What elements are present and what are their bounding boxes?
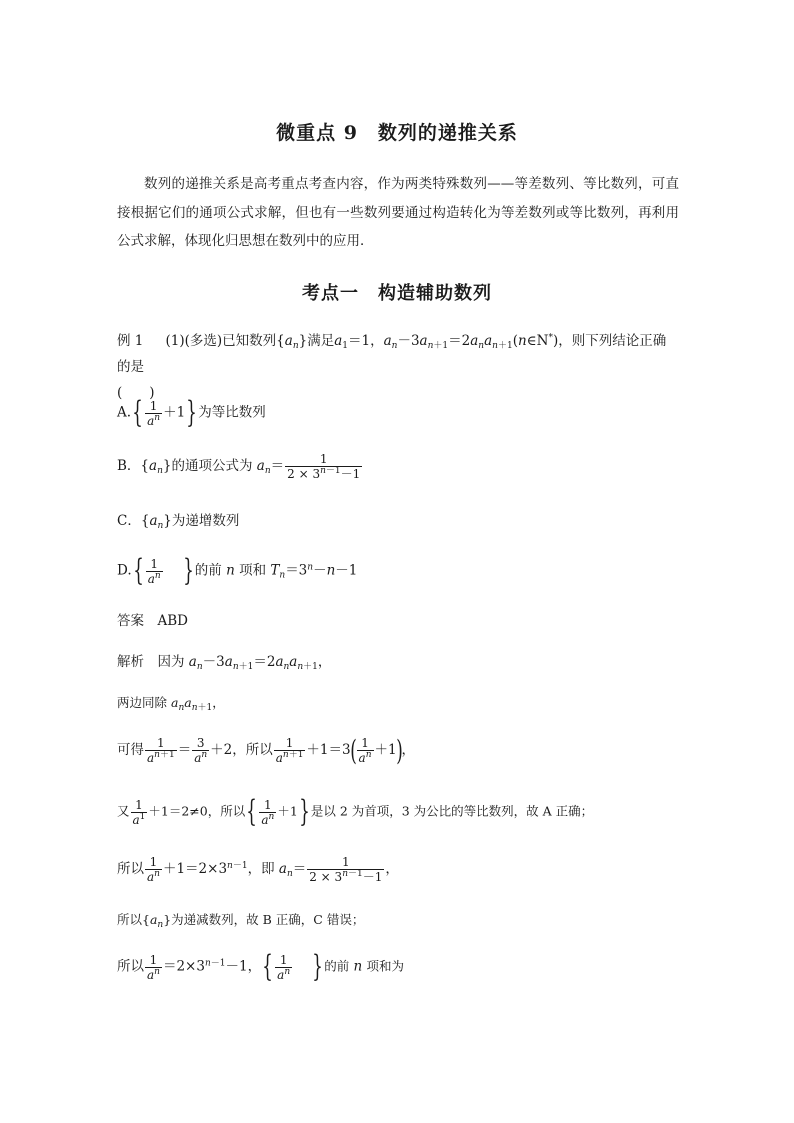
option-d-text-b: 项和 — [239, 562, 267, 579]
option-d-text-a: 的前 — [194, 562, 222, 579]
option-a-text: 为等比数列 — [198, 404, 266, 421]
option-a-label: A. — [117, 404, 132, 421]
solution-line-1: 解析 因为 $a_n-3a_{n+1}=2a_na_{n+1}$， — [117, 654, 332, 672]
answer-line — [117, 610, 679, 632]
option-c-label: C． — [117, 513, 141, 529]
option-b-label: B． — [117, 458, 141, 474]
page-title: 微重点 9 数列的递推关系 — [276, 122, 518, 144]
option-c-text: 为递增数列 — [171, 513, 240, 529]
example-cond-a: 满足 — [307, 333, 335, 349]
option-b: B．$\{a_n\}$的通项公式为 $a_n=$ $\frac{1}{2 \times 3^{n-1}-1}$ — [117, 452, 361, 481]
solution-line-3: 可得 $\frac{1}{a^{n+1}}$ ＝ $\frac{3}{a^n}$ ＋2，所以 $\frac{1}{a^{n+1}}$ ＋1＝3( $\frac{1}{a^n}$ ＋1)， — [117, 733, 416, 767]
example-label: 例 1 — [117, 333, 144, 349]
example-part: (1)(多选)已知数列 — [165, 333, 277, 349]
solution-line-7: 所以 $\frac{1}{a^n}$ $=2\times 3^{n-1}-1$，{ $\frac{1}{a^n}$ }的前 n 项和为 — [117, 949, 405, 984]
example-statement: 例 1 (1)(多选)已知数列$\{a_n\}$满足$a_1=1$，$a_n-3a_{n+1}=2a_na_{n+1}(n\in N^*)$，则下列结论正确的是 ( ) — [117, 333, 667, 401]
solution-line-4: 又 $\frac{1}{a^1}$ ＋1＝2≠0，所以{ $\frac{1}{a^n}$ ＋1}是以 2 为首项，3 为公比的等比数列，故 A 正确； — [117, 794, 594, 829]
solution-label: 解析 — [117, 654, 144, 670]
option-d: D.{ $\frac{1}{a^n}$ }的前 n 项和 $T_n=3^n-n-1$ — [117, 553, 358, 588]
answer-blank: ( ) — [117, 385, 155, 401]
answer-value: ABD — [157, 613, 188, 629]
section-title: 考点一 构造辅助数列 — [302, 283, 492, 304]
option-d-label: D. — [117, 562, 132, 579]
option-a: A.{ $\frac{1}{a^n}$ ＋1}为等比数列 — [117, 395, 266, 430]
solution-line-5: 所以 $\frac{1}{a^n}$ $+1=2\times 3^{n-1}$，即 $a_n=$ $\frac{1}{2 \times 3^{n-1}-1}$ ， — [117, 855, 399, 884]
example-cond-b: ，则下列结论正确的是 — [117, 333, 667, 375]
option-c: C．$\{a_n\}$为递增数列 — [117, 513, 240, 531]
solution-line-6: 所以$\{a_n\}$为递减数列，故 B 正确，C 错误； — [117, 912, 365, 930]
solution-line-2: 两边同除 $a_na_{n+1}$， — [117, 695, 225, 713]
answer-label: 答案 — [117, 613, 144, 629]
intro-paragraph: 数列的递推关系是高考重点考查内容，作为两类特殊数列——等差数列、等比数列，可直接根据它们的通项公式求解，但也有一些数列要通过构造转化为等差数列或等比数列，再利用公式求解，体现化归思想在数列中的应用． — [117, 176, 679, 249]
option-b-text: 的通项公式为 — [171, 458, 253, 474]
